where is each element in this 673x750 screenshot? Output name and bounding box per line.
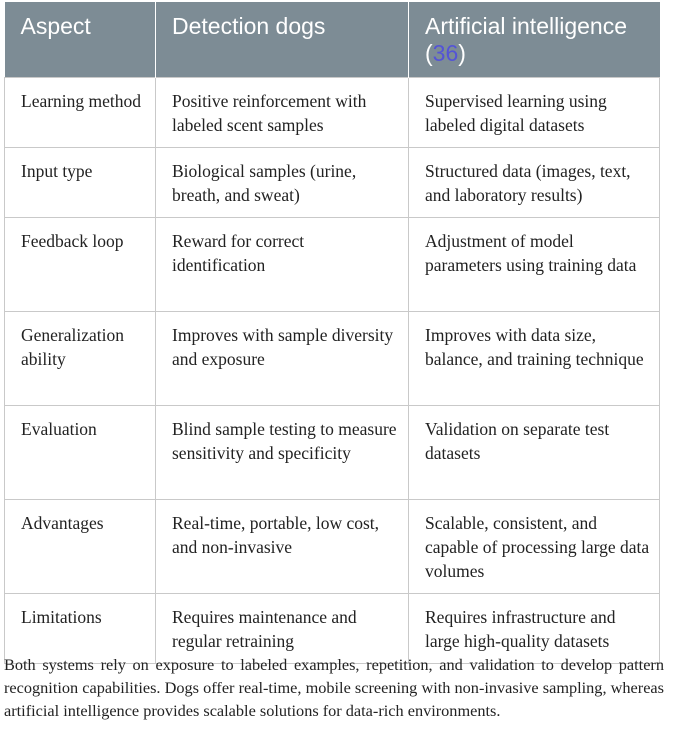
cell-aspect: Evaluation [5,406,156,500]
header-detection-dogs: Detection dogs [156,2,409,78]
cell-dogs: Biological samples (urine, breath, and sweat) [156,148,409,218]
cell-aspect: Feedback loop [5,218,156,312]
cell-ai: Validation on separate test datasets [409,406,660,500]
table-row [5,218,660,312]
cell-ai: Structured data (images, text, and laboratory results) [409,148,660,218]
comparison-table-container [4,2,659,664]
cell-dogs: Blind sample testing to measure sensitivity and specificity [156,406,409,500]
cell-aspect: Limitations [5,594,156,664]
cell-dogs: Reward for correct identification [156,218,409,312]
cell-aspect: Generalization ability [5,312,156,406]
header-artificial-intelligence: Artificial intelligence (36) [409,2,660,78]
cell-ai: Supervised learning using labeled digital datasets [409,78,660,148]
header-ai-label: Artificial intelligence [425,13,627,39]
table-row [5,148,660,218]
table-row [5,406,660,500]
table-header [5,2,660,78]
header-aspect: Aspect [5,2,156,78]
header-row [5,2,660,78]
table-row [5,312,660,406]
cell-dogs: Real-time, portable, low cost, and non-invasive [156,500,409,594]
cell-ai: Improves with data size, balance, and training technique [409,312,660,406]
cell-dogs: Positive reinforcement with labeled scent samples [156,78,409,148]
cell-ai: Scalable, consistent, and capable of processing large data volumes [409,500,660,594]
cell-dogs: Improves with sample diversity and exposure [156,312,409,406]
reference-link-36[interactable]: 36 [432,40,459,66]
table-body [5,78,660,664]
comparison-table [4,2,660,664]
table-row [5,500,660,594]
cell-aspect: Input type [5,148,156,218]
cell-aspect: Advantages [5,500,156,594]
cell-ai: Requires infrastructure and large high-quality datasets [409,594,660,664]
cell-dogs: Requires maintenance and regular retraining [156,594,409,664]
cell-aspect: Learning method [5,78,156,148]
table-footnote: Both systems rely on exposure to labeled examples, repetition, and validation to develop pattern recognition capabilities. Dogs offer real-time, mobile screening with non-invasive sampling, whereas artificial intelligence provides scalable solutions for data-rich environments. [4,655,664,720]
table-row [5,78,660,148]
cell-ai: Adjustment of model parameters using training data [409,218,660,312]
